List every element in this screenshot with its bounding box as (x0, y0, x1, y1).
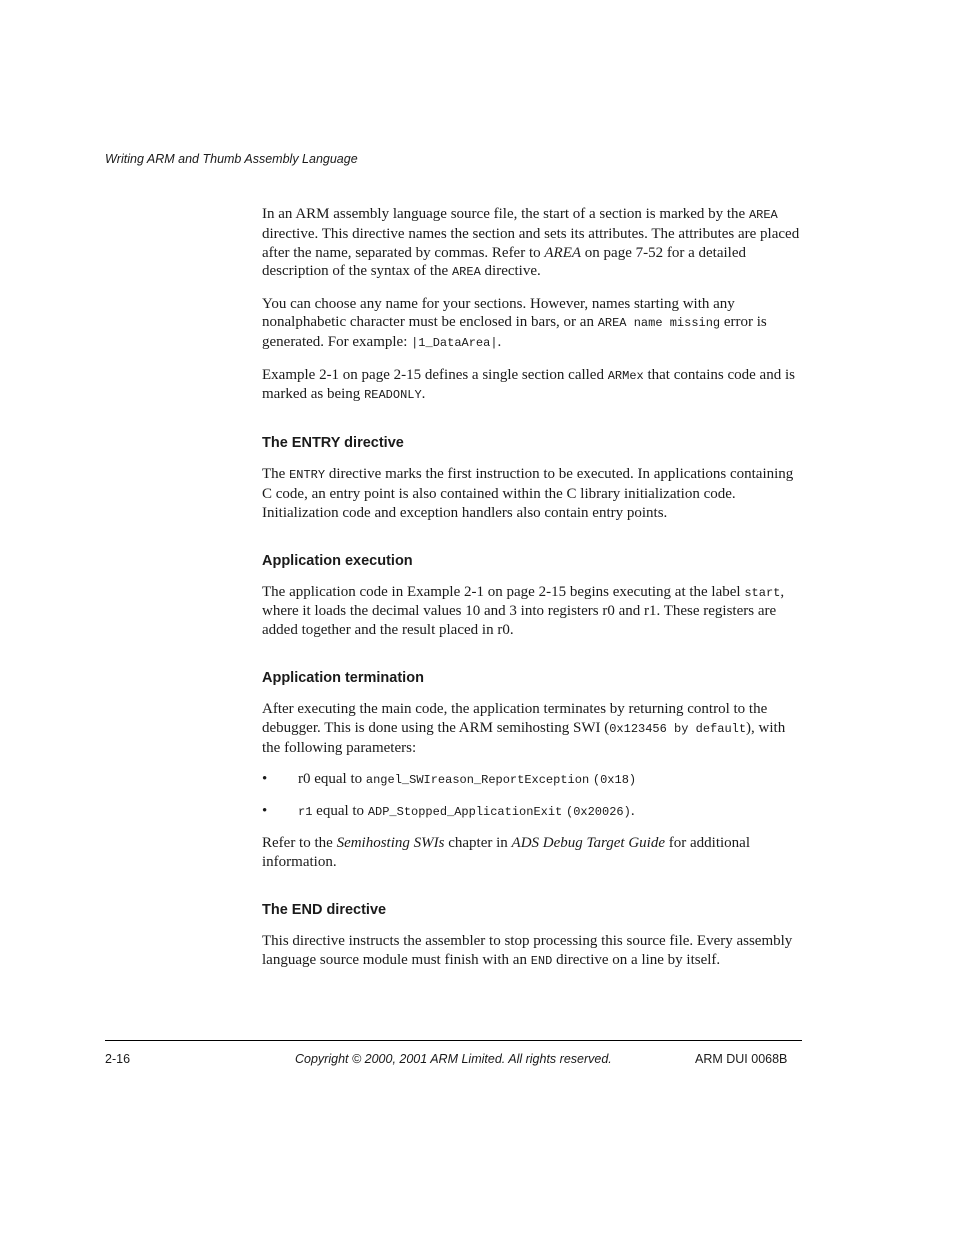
text-run: error is generated. For example: (262, 314, 767, 351)
page-number: 2-16 (105, 1052, 131, 1066)
code-entry: ENTRY (289, 468, 326, 483)
code-area: AREA (451, 265, 481, 280)
text-run: After executing the main code, the application terminates by returning control to the debugger. This is done using the ARM semihosting SWI ( (262, 700, 768, 736)
termination-paragraph-1 (262, 700, 802, 757)
code-register: r1 (298, 805, 313, 820)
text-run: r0 equal to (298, 770, 366, 787)
code-start: start (744, 585, 781, 600)
parameter-list (262, 770, 802, 822)
execution-heading: Application execution (262, 552, 413, 569)
termination-paragraph-2 (262, 834, 802, 872)
footer-divider (105, 1040, 802, 1041)
text-run: on page 7-52 for a detailed description of the syntax of the (262, 244, 746, 280)
cross-reference-chapter: Semihosting SWIs (336, 835, 445, 852)
text-run: for additional information. (262, 835, 750, 871)
text-run: directive. (480, 263, 541, 280)
entry-paragraph (262, 465, 802, 522)
bullet-glyph: • (262, 770, 268, 787)
text-run: , where it loads the decimal values 10 and 3 into registers r0 and r1. These registers are added together and the result placed in r0. (262, 583, 785, 639)
text-run: . (630, 803, 635, 820)
code-report-exception: angel_SWIreason_ReportException (365, 772, 590, 787)
intro-paragraph-3 (262, 366, 802, 406)
list-item (262, 802, 802, 822)
text-run: directive. This directive names the section and sets its attributes. The attributes are placed after the name, separated by commas. Refer to (262, 225, 800, 261)
code-value: (0x20026) (566, 805, 631, 820)
text-run: You can choose any name for your sections. However, names starting with any nonalphabetic character must be enclosed in bars, or an (262, 295, 735, 331)
text-run: ), with the following parameters: (262, 719, 786, 756)
text-run: directive marks the first instruction to be executed. In applications containing C code, an entry point is also contained within the C library initialization code. Initialization code and exception handlers also contain entry points. (262, 466, 794, 521)
code-application-exit: ADP_Stopped_ApplicationExit (367, 805, 563, 820)
text-run: In an ARM assembly language source file, the start of a section is marked by the (262, 206, 749, 222)
text-run: The (262, 466, 290, 483)
text-run: Example 2-1 on page 2-15 defines a single section called (262, 366, 608, 383)
cross-reference-area: AREA (544, 244, 582, 261)
code-value: (0x18) (592, 772, 637, 787)
termination-heading: Application termination (262, 669, 424, 686)
bullet-glyph: • (262, 803, 268, 820)
code-swi-number: 0x123456 by default (609, 721, 747, 736)
text-run: This directive instructs the assembler to stop processing this source file. Every assembly language source module must finish with an (262, 933, 793, 968)
end-heading: The END directive (262, 902, 387, 919)
text-run: that contains code and is marked as being (262, 366, 795, 403)
page-content (262, 205, 802, 983)
text-run: equal to (312, 803, 368, 820)
intro-paragraph-2 (262, 295, 802, 353)
list-item (262, 770, 802, 790)
code-end: END (530, 953, 553, 968)
text-run: . (497, 334, 502, 351)
text-run: The application code in Example 2-1 on page 2-15 begins executing at the label (262, 583, 745, 600)
cross-reference-book: ADS Debug Target Guide (511, 835, 666, 852)
code-data-area: |1_DataArea| (411, 336, 498, 351)
code-armex: ARMex (607, 368, 644, 383)
document-id: ARM DUI 0068B (695, 1052, 788, 1066)
text-run: chapter in (444, 835, 512, 852)
intro-paragraph-1 (262, 205, 802, 282)
execution-paragraph (262, 583, 802, 640)
code-area: AREA (748, 208, 778, 222)
code-area-name-missing: AREA name missing (597, 316, 721, 331)
running-head: Writing ARM and Thumb Assembly Language (105, 152, 358, 166)
end-paragraph (262, 932, 802, 971)
text-run: Refer to the (262, 835, 337, 852)
entry-heading: The ENTRY directive (262, 435, 404, 452)
text-run: . (421, 386, 426, 403)
text-run: directive on a line by itself. (552, 951, 721, 968)
code-readonly: READONLY (364, 388, 422, 403)
copyright-notice: Copyright © 2000, 2001 ARM Limited. All rights reserved. (295, 1052, 612, 1066)
